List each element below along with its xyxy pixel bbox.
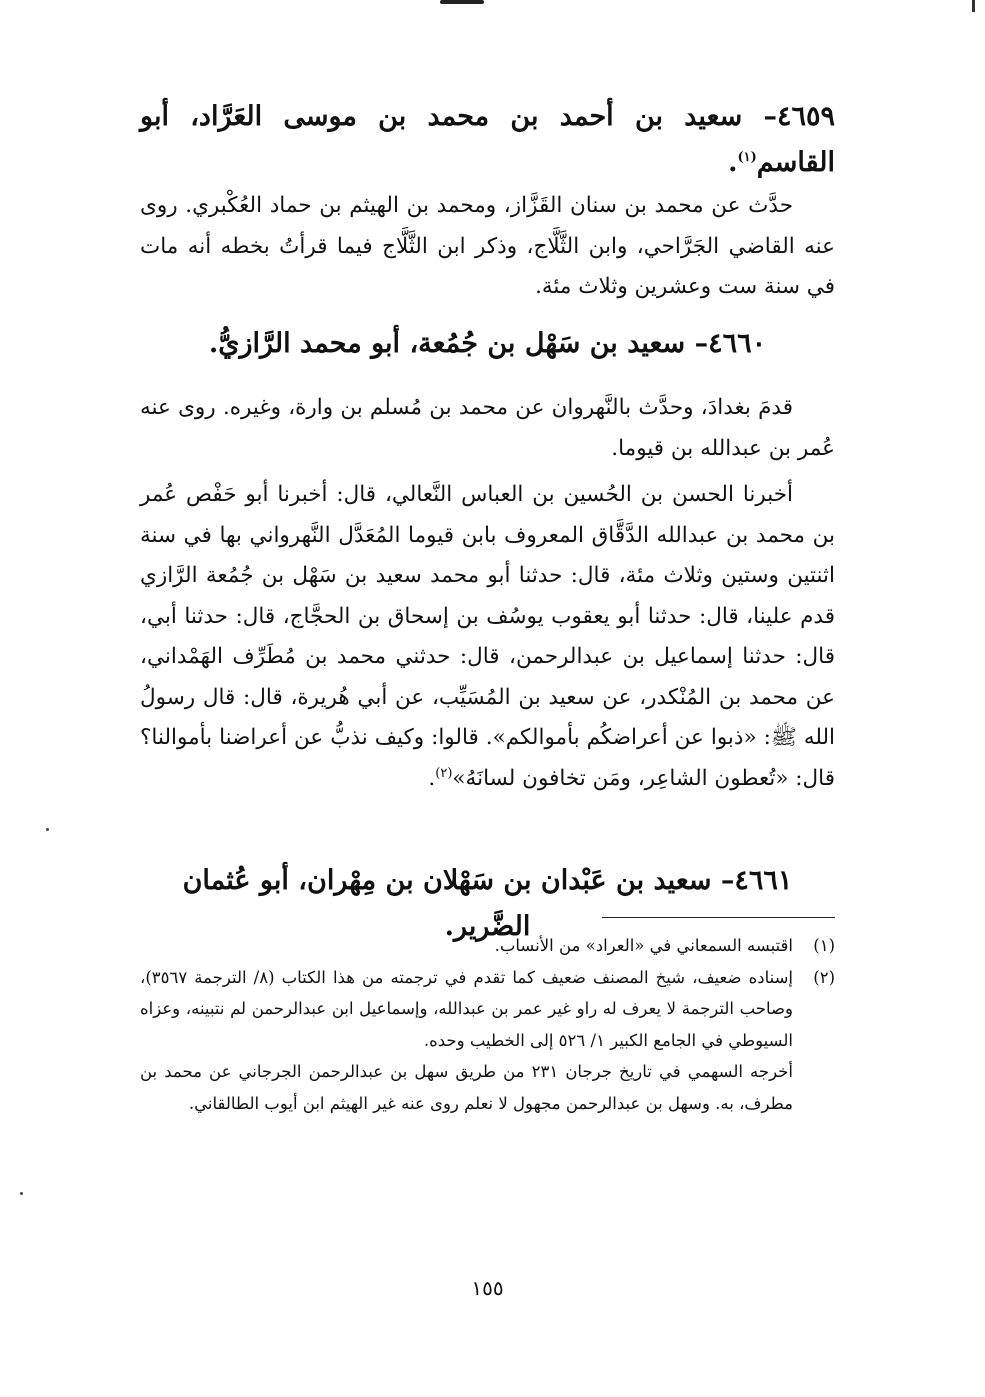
page-edge-mark bbox=[972, 0, 975, 12]
entry-heading-4661: ٤٦٦١– سعيد بن عَبْدان بن سَهْلان بن مِهْران، أبو عُثمان الضَّرير. bbox=[182, 865, 793, 942]
footnote-marker: (١) bbox=[813, 936, 835, 955]
paragraph-period: . bbox=[428, 765, 436, 791]
footnote-separator bbox=[602, 917, 835, 918]
footnote-1 bbox=[140, 930, 835, 962]
footnote-reference: (١) bbox=[737, 150, 757, 166]
entry-heading-4659 bbox=[140, 94, 835, 186]
footnote-reference: (٢) bbox=[435, 765, 453, 781]
hadith-paragraph bbox=[140, 475, 835, 799]
footnote-2 bbox=[140, 962, 835, 1057]
footnote-text: إسناده ضعيف، شيخ المصنف ضعيف كما تقدم في ترجمته من هذا الكتاب (٨/ الترجمة ٣٥٦٧)، وصاحب الترجمة لا يعرف له راو غير عمر بن عبدالله، وإسماعيل ابن عبدالرحمن لم نتبينه، وعزاه السيوطي في الجامع الكبير ١/ ٥٢٦ إلى الخطيب وحده. bbox=[140, 967, 793, 1050]
footnote-text: اقتبسه السمعاني في «العراد» من الأنساب. bbox=[494, 936, 793, 955]
scan-speck bbox=[20, 1192, 23, 1195]
heading-period: . bbox=[728, 147, 738, 179]
entry-paragraph: حدَّث عن محمد بن سنان القَزَّاز، ومحمد بن الهيثم بن حماد العُكْبري. روى عنه القاضي الجَرَّاحي، وابن الثَّلَّاج، وذكر ابن الثَّلَّاج فيما قرأتُ بخطه أنه مات في سنة ست وعشرين وثلاث مئة. bbox=[140, 193, 835, 299]
footnote-marker: (٢) bbox=[813, 967, 835, 987]
book-page bbox=[140, 0, 835, 1397]
footnote-2-continuation: أخرجه السهمي في تاريخ جرجان ٢٣١ من طريق سهل بن عبدالرحمن الجرجاني عن محمد بن مطرف، به. وسهل بن عبدالرحمن مجهول لا نعلم روى عنه غير الهيثم ابن أيوب الطالقاني. bbox=[140, 1062, 793, 1113]
hadith-text: أخبرنا الحسن بن الحُسين بن العباس النَّعالي، قال: أخبرنا أبو حَفْص عُمر بن محمد بن عبدالله الدَّقَّاق المعروف بابن قيوما المُعَدَّل النَّهرواني بها في سنة اثنتين وستين وثلاث مئة، قال: حدثنا أبو محمد سعيد بن سَهْل بن جُمُعة الرَّازي قدم علينا، قال: حدثنا أبو يعقوب يوسُف بن إسحاق بن الحجَّاج، قال: حدثنا أبي، قال: حدثنا إسماعيل بن عبدالرحمن، قال: حدثني محمد بن مُطَرِّف الهَمْداني، عن محمد بن المُنْكدر، عن سعيد بن المُسَيِّب، عن أبي هُريرة، قال: قال رسولُ الله ﷺ: «ذبوا عن أعراضكُم بأموالكم». قالوا: وكيف نذبُّ عن أعراضنا بأموالنا؟ قال: «تُعطون الشاعِر، ومَن تخافون لسانَهُ» bbox=[140, 482, 835, 791]
scan-speck bbox=[46, 828, 49, 831]
entry-heading-text: ٤٦٥٩– سعيد بن أحمد بن محمد بن موسى العَرَّاد، أبو القاسم bbox=[140, 101, 835, 179]
entry-paragraph: قدمَ بغدادَ، وحدَّث بالنَّهروان عن محمد بن مُسلم بن وارة، وغيره. روى عنه عُمر بن عبدالله بن قيوما. bbox=[140, 395, 835, 461]
entry-heading-4660: ٤٦٦٠– سعيد بن سَهْل بن جُمُعة، أبو محمد الرَّازيُّ. bbox=[208, 328, 767, 359]
footnotes bbox=[140, 930, 835, 1119]
page-number: ١٥٥ bbox=[471, 1276, 504, 1300]
